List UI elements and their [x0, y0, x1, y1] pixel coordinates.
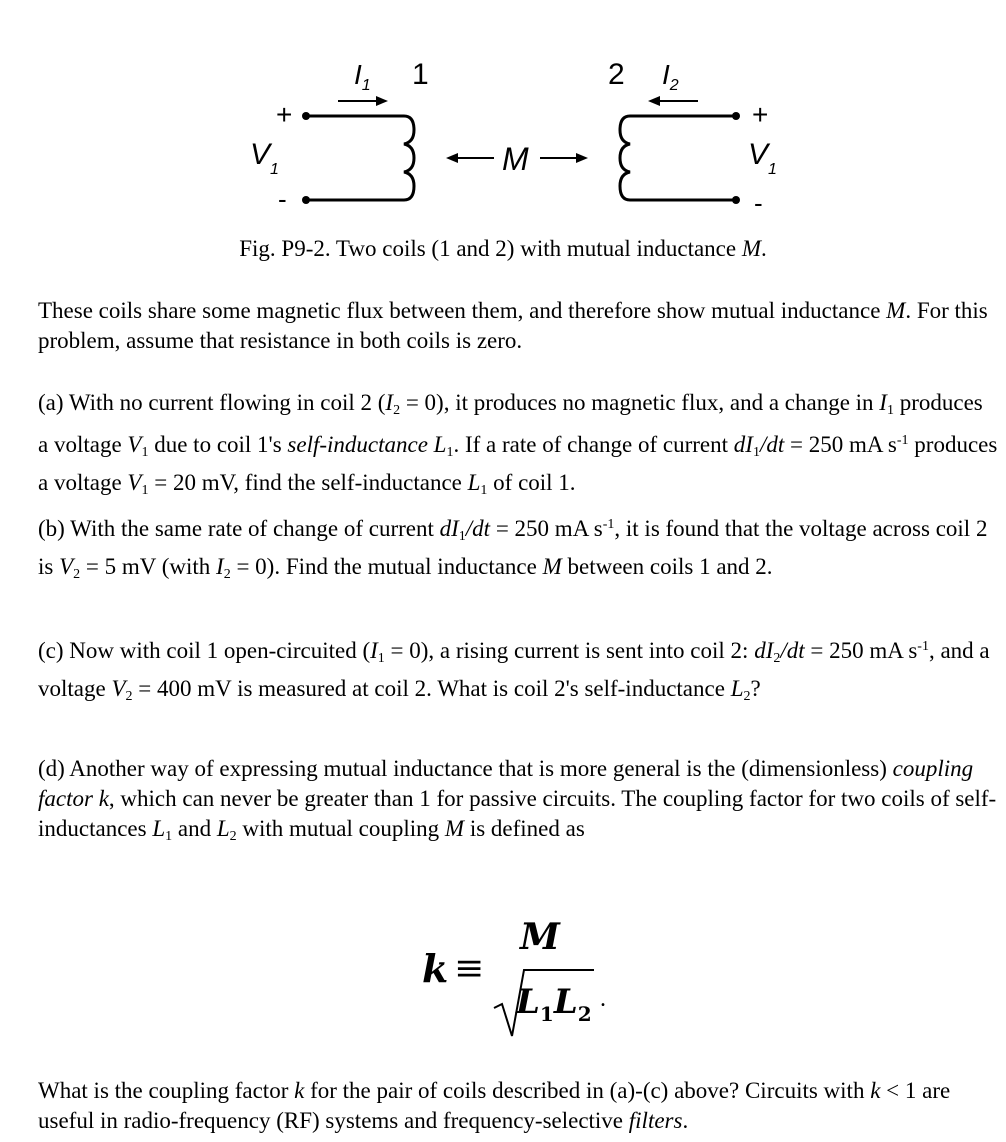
part-c-paragraph: (c) Now with coil 1 open-circuited $(I_1 = 0)$, a rising current is sent into coil 2: $dI_2/dt = 250$ mA $s^{-1}$, and a voltage $V_2 = 400$ mV is measured at coil 2. What is coil 2's self-inductance $L_2$?	[38, 638, 990, 704]
final-question-paragraph: What is the coupling factor k for the pair of coils described in (a)-(c) above? Circuits with k < 1 are useful in radio-frequency (RF) systems and frequency-selective filters.	[38, 1078, 951, 1133]
current1-label: $I_1$	[354, 59, 371, 94]
coupling-factor-equation	[420, 912, 660, 1042]
part-d-paragraph: (d) Another way of expressing mutual inductance that is more general is the (dimensionless) coupling factor k, which can never be greater than 1 for passive circuits. The coupling factor for two coils of self-inductances $L_1$ and $L_2$ with mutual coupling M is defined as	[38, 756, 997, 844]
equation-equiv-sign: ≡	[454, 948, 485, 989]
intro-paragraph: These coils share some magnetic flux between them, and therefore show mutual inductance M. For this problem, assume that resistance in both coils is zero.	[38, 298, 988, 353]
coil-diagram	[0, 0, 1006, 220]
plus-left: +	[276, 99, 293, 130]
part-a-paragraph: (a) With no current flowing in coil 2 $(I_2 = 0)$, it produces no magnetic flux, and a change in $I_1$ produces a voltage $V_1$ due to coil 1's self-inductance $L_1$. If a rate of change of current $dI_1/dt = 250$ mA $s^{-1}$ produces a voltage $V_1 = 20$ mV, find the self-inductance $L_1$ of coil 1.	[38, 390, 998, 498]
minus-right: -	[754, 188, 763, 218]
coil2-number: 2	[608, 58, 625, 91]
current1-arrowhead	[376, 96, 388, 106]
figure-caption: Fig. P9-2. Two coils (1 and 2) with mutual inductance M.	[239, 236, 767, 261]
equation-numerator: M	[520, 916, 560, 958]
part-b-paragraph: (b) With the same rate of change of current $dI_1/dt = 250$ mA $s^{-1}$, it is found that the voltage across coil 2 is $V_2 = 5$ mV (with $I_2 = 0$). Find the mutual inductance M between coils 1 and 2.	[38, 516, 988, 582]
current2-label: $I_2$	[662, 59, 679, 94]
mutual-right-arrowhead	[576, 153, 588, 163]
equation-period: .	[600, 986, 606, 1012]
current2-arrowhead	[648, 96, 660, 106]
voltage-left-label: $V_1$	[250, 138, 279, 178]
minus-left: -	[278, 184, 287, 214]
voltage-right-label: $V_1$	[748, 138, 777, 178]
coil2-winding	[620, 116, 630, 200]
mutual-label: M	[502, 141, 529, 177]
equation-denominator: $L_1L_2$	[516, 982, 592, 1026]
mutual-left-arrowhead	[446, 153, 458, 163]
coil1-number: 1	[412, 58, 429, 91]
equation-lhs: k	[422, 946, 449, 991]
coil1-winding	[404, 116, 414, 200]
plus-right: +	[752, 99, 769, 130]
